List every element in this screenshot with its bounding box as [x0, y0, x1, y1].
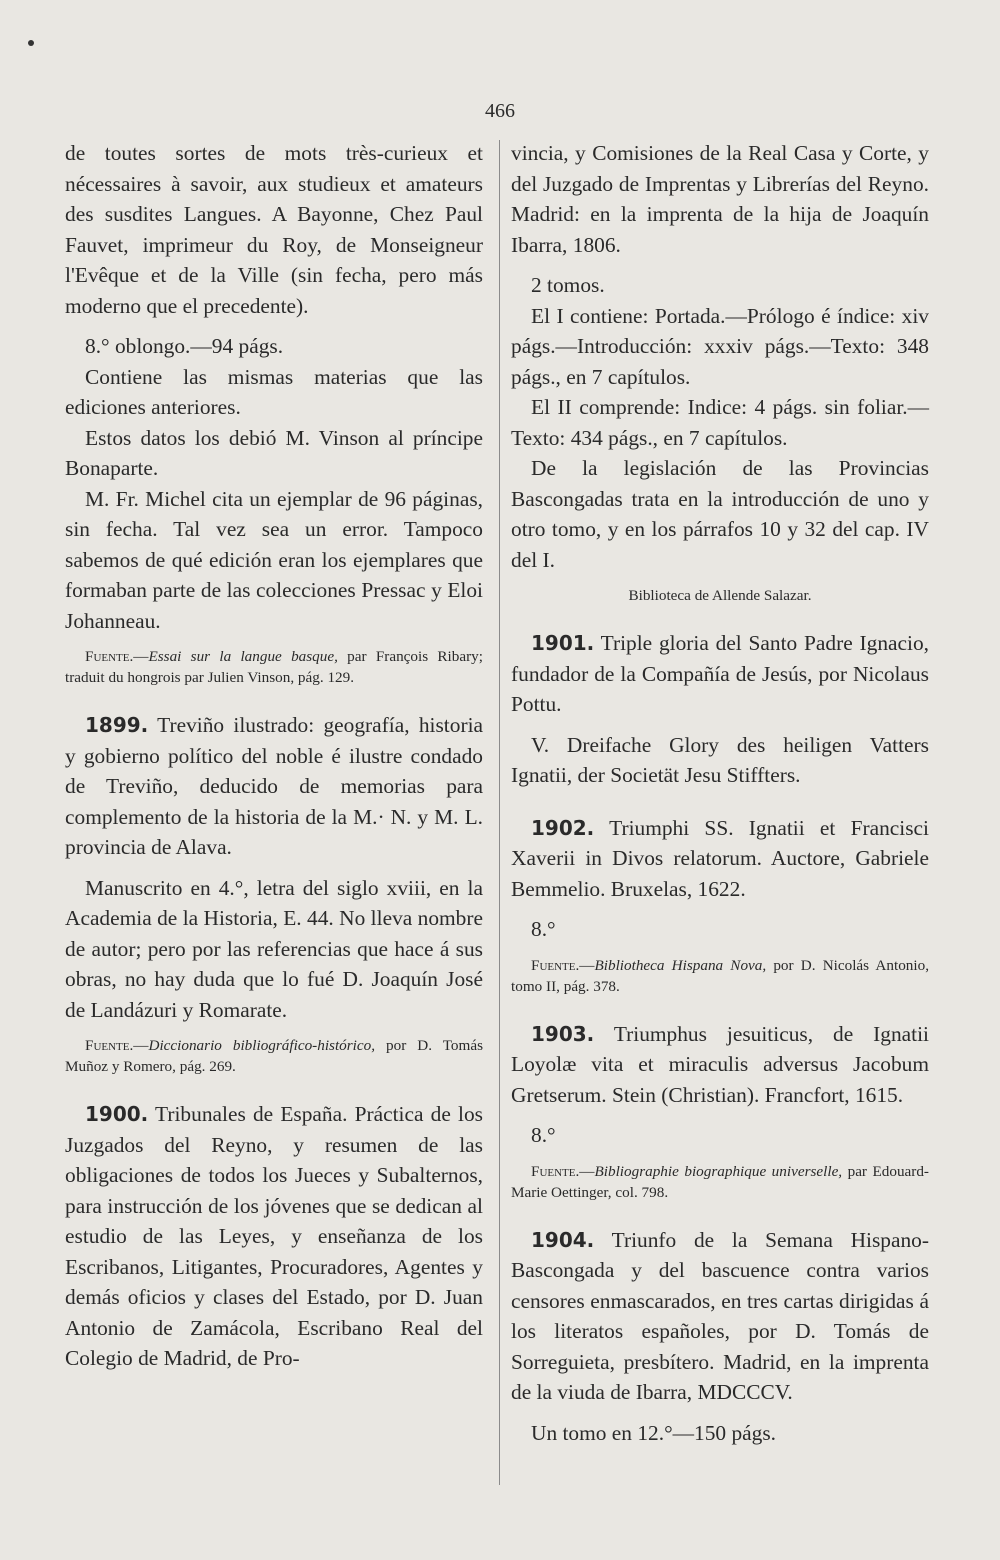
entry-1900-continuation: vincia, y Comisiones de la Real Casa y Corte, y del Juzgado de Imprentas y Librerías del Reyno. Madrid: en la imprenta de la hija de Joaquín Ibarra, 1806. — [511, 141, 929, 257]
source-rest: por D. Tomás Muñoz y Romero, pág. 269. — [65, 1037, 483, 1075]
entry-number: 1899. — [85, 713, 149, 737]
format-line: 8.° — [531, 917, 556, 941]
format-line: 8.° oblongo.—94 págs. — [85, 334, 284, 358]
entry-1899-description: Manuscrito en 4.°, letra del siglo xviii, en la Academia de la Historia, E. 44. No lleva nombre de autor; pero por las referencias que hace á sus obras, no hay duda que lo fué D. Joaquín José de Landázuri y Romarate. — [65, 875, 483, 1022]
source-rest: por D. Nicolás Antonio, tomo II, pág. 378. — [511, 956, 929, 995]
source-rest: par Edouard-Marie Oettinger, col. 798. — [511, 1162, 929, 1201]
vinson-paragraph: Estos datos los debió M. Vinson al príncipe Bonaparte. — [65, 425, 483, 480]
source-note — [65, 1035, 483, 1077]
source-title: Essai sur la langue basque, — [148, 648, 338, 665]
entry-number: 1902. — [531, 815, 595, 840]
entry-title: Triumphus jesuiticus, de Ignatii Loyolæ vita et miraculis adversus Jacobum Gretserum. Stein (Christian). Francfort, 1615. — [511, 1021, 929, 1107]
format-line: Un tomo en 12.°—150 págs. — [531, 1420, 777, 1445]
entry-1899 — [65, 710, 483, 863]
entry-1904 — [511, 1225, 929, 1408]
left-column — [65, 138, 483, 1374]
ink-speck — [28, 40, 34, 46]
format-line: 8.° — [531, 1123, 556, 1147]
volume-2-contents: El II comprende: Indice: 4 págs. sin foliar.—Texto: 434 págs., en 7 capítulos. — [511, 395, 929, 450]
michel-paragraph: M. Fr. Michel cita un ejemplar de 96 páginas, sin fecha. Tal vez sea un error. Tampoco sabemos de qué edición eran los ejemplares que formaban parte de las colecciones Pressac y Eloi Johanneau. — [65, 486, 483, 633]
entry-title: Treviño ilustrado: geografía, historia y gobierno político del noble é ilustre condado de Treviño, deducido de memorias para complemento de la historia de la M.· N. y M. L. provincia de Alava. — [65, 713, 483, 859]
source-lead: Fuente.— — [85, 1037, 149, 1054]
contents-paragraph: Contiene las mismas materias que las ediciones anteriores. — [65, 364, 483, 419]
source-lead: Fuente.— — [531, 956, 595, 974]
source-lead: Fuente.— — [85, 648, 149, 665]
entry-title: Triunfo de la Semana Hispano-Bascongada y del bascuence contra varios censores enmascarados, en tres cartas dirigidas á los literatos españoles, por D. Tomás de Sorreguieta, presbítero. Madrid, en la imprenta de la viuda de Ibarra, MDCCCV. — [511, 1227, 929, 1404]
entry-number: 1900. — [85, 1102, 149, 1126]
entry-title: Triumphi SS. Ignatii et Francisci Xaverii in Divos relatorum. Auctore, Gabriele Bemmelio. Bruxelas, 1622. — [511, 815, 929, 901]
entry-title: Triple gloria del Santo Padre Ignacio, fundador de la Compañía de Jesús, por Nicolaus Pottu. — [511, 631, 929, 716]
entry-1901-reference: V. Dreifache Glory des heiligen Vatters Ignatii, der Societät Jesu Stiffters. — [511, 732, 929, 787]
volumes-line: 2 tomos. — [531, 273, 605, 297]
entry-1902 — [511, 813, 929, 905]
column-divider — [499, 140, 500, 1485]
source-title: Diccionario bibliográfico-histórico, — [148, 1037, 376, 1054]
volume-1-contents: El I contiene: Portada.—Prólogo é índice: xiv págs.—Introducción: xxxiv págs.—Texto: 348 págs., en 7 capítulos. — [511, 303, 929, 389]
right-column — [511, 138, 929, 1448]
entry-number: 1903. — [531, 1021, 595, 1046]
source-rest: par François Ribary; traduit du hongrois par Julien Vinson, pág. 129. — [65, 648, 483, 686]
library-note: Biblioteca de Allende Salazar. — [628, 587, 812, 604]
entry-1900 — [65, 1099, 483, 1374]
entry-1903 — [511, 1019, 929, 1111]
source-title: Bibliotheca Hispana Nova, — [594, 956, 767, 974]
entry-1901 — [511, 628, 929, 720]
legislation-note: De la legislación de las Provincias Bascongadas trata en la introducción de uno y otro tomo, y en los párrafos 10 y 32 del cap. IV del I. — [511, 456, 929, 572]
page-number: 466 — [485, 100, 515, 122]
source-lead: Fuente.— — [531, 1162, 595, 1180]
entry-title: Tribunales de España. Práctica de los Juzgados del Reyno, y resumen de las obligaciones de todos los Jueces y Subalternos, para instrucción de los jóvenes que se dedican al estudio de las Leyes, y enseñanza de los Escribanos, Litigantes, Procuradores, Agentes y demás oficios y clases del Estado, por D. Juan Antonio de Zamácola, Escribano Real del Colegio de Madrid, de Pro- — [65, 1102, 483, 1370]
entry-continuation-text: de toutes sortes de mots très-curieux et nécessaires à savoir, aux studieux et amateurs des susdites Langues. A Bayonne, Chez Paul Fauvet, imprimeur du Roy, de Monseigneur l'Evêque et de la Ville (sin fecha, pero más moderno que el precedente). — [65, 141, 483, 318]
source-note — [65, 646, 483, 688]
entry-number: 1901. — [531, 631, 595, 655]
entry-number: 1904. — [531, 1227, 595, 1252]
source-note — [511, 1161, 929, 1203]
source-title: Bibliographie biographique universelle, — [594, 1162, 843, 1180]
source-note — [511, 955, 929, 997]
